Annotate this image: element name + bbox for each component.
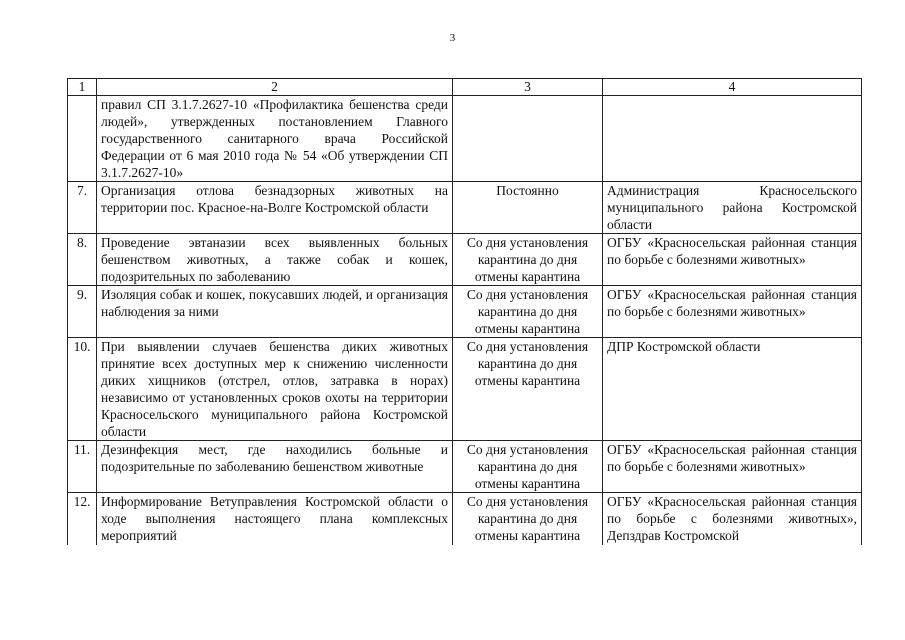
row-number — [68, 96, 97, 182]
row-number: 11. — [68, 441, 97, 493]
row-responsible: ОГБУ «Красносельская районная станция по борьбе с болезнями животных», Депздрав Костромской — [603, 493, 862, 546]
header-col-1: 1 — [68, 79, 97, 96]
row-number: 7. — [68, 182, 97, 234]
row-number: 8. — [68, 234, 97, 286]
row-responsible: ДПР Костромской области — [603, 338, 862, 441]
row-term — [453, 96, 603, 182]
table-row — [68, 182, 862, 234]
row-measure: Изоляция собак и кошек, покусавших людей, и организация наблюдения за ними — [97, 286, 453, 338]
table-row — [68, 493, 862, 546]
table-row — [68, 338, 862, 441]
row-measure: Организация отлова безнадзорных животных на территории пос. Красное-на-Волге Костромской области — [97, 182, 453, 234]
row-responsible: ОГБУ «Красносельская районная станция по борьбе с болезнями животных» — [603, 441, 862, 493]
row-number: 10. — [68, 338, 97, 441]
table-row — [68, 96, 862, 182]
row-responsible: ОГБУ «Красносельская районная станция по борьбе с болезнями животных» — [603, 286, 862, 338]
row-responsible — [603, 96, 862, 182]
row-term: Со дня установления карантина до дня отмены карантина — [453, 441, 603, 493]
header-col-3: 3 — [453, 79, 603, 96]
table-row — [68, 441, 862, 493]
row-measure: Проведение эвтаназии всех выявленных больных бешенством животных, а также собак и кошек, подозрительных по заболеванию — [97, 234, 453, 286]
table-row — [68, 234, 862, 286]
row-term: Со дня установления карантина до дня отмены карантина — [453, 286, 603, 338]
row-responsible: Администрация Красносельского муниципального района Костромской области — [603, 182, 862, 234]
measures-table — [67, 78, 862, 545]
row-measure: правил СП 3.1.7.2627-10 «Профилактика бешенства среди людей», утвержденных постановлением Главного государственного санитарного врача Российской Федерации от 6 мая 2010 года № 54 «Об утверждении СП 3.1.7.2627-10» — [97, 96, 453, 182]
row-number: 9. — [68, 286, 97, 338]
row-measure: При выявлении случаев бешенства диких животных принятие всех доступных мер к снижению численности диких хищников (отстрел, отлов, затравка в норах) независимо от установленных сроков охоты на территории Красносельского муниципального района Костромской области — [97, 338, 453, 441]
row-measure: Информирование Ветуправления Костромской области о ходе выполнения настоящего плана комплексных мероприятий — [97, 493, 453, 546]
row-term: Со дня установления карантина до дня отмены карантина — [453, 493, 603, 546]
page-number: 3 — [449, 32, 456, 44]
header-col-4: 4 — [603, 79, 862, 96]
row-term: Постоянно — [453, 182, 603, 234]
row-measure: Дезинфекция мест, где находились больные и подозрительные по заболеванию бешенством животные — [97, 441, 453, 493]
header-col-2: 2 — [97, 79, 453, 96]
table-row — [68, 286, 862, 338]
row-responsible: ОГБУ «Красносельская районная станция по борьбе с болезнями животных» — [603, 234, 862, 286]
row-term: Со дня установления карантина до дня отмены карантина — [453, 234, 603, 286]
table-header-row — [68, 79, 862, 96]
row-term: Со дня установления карантина до дня отмены карантина — [453, 338, 603, 441]
row-number: 12. — [68, 493, 97, 546]
